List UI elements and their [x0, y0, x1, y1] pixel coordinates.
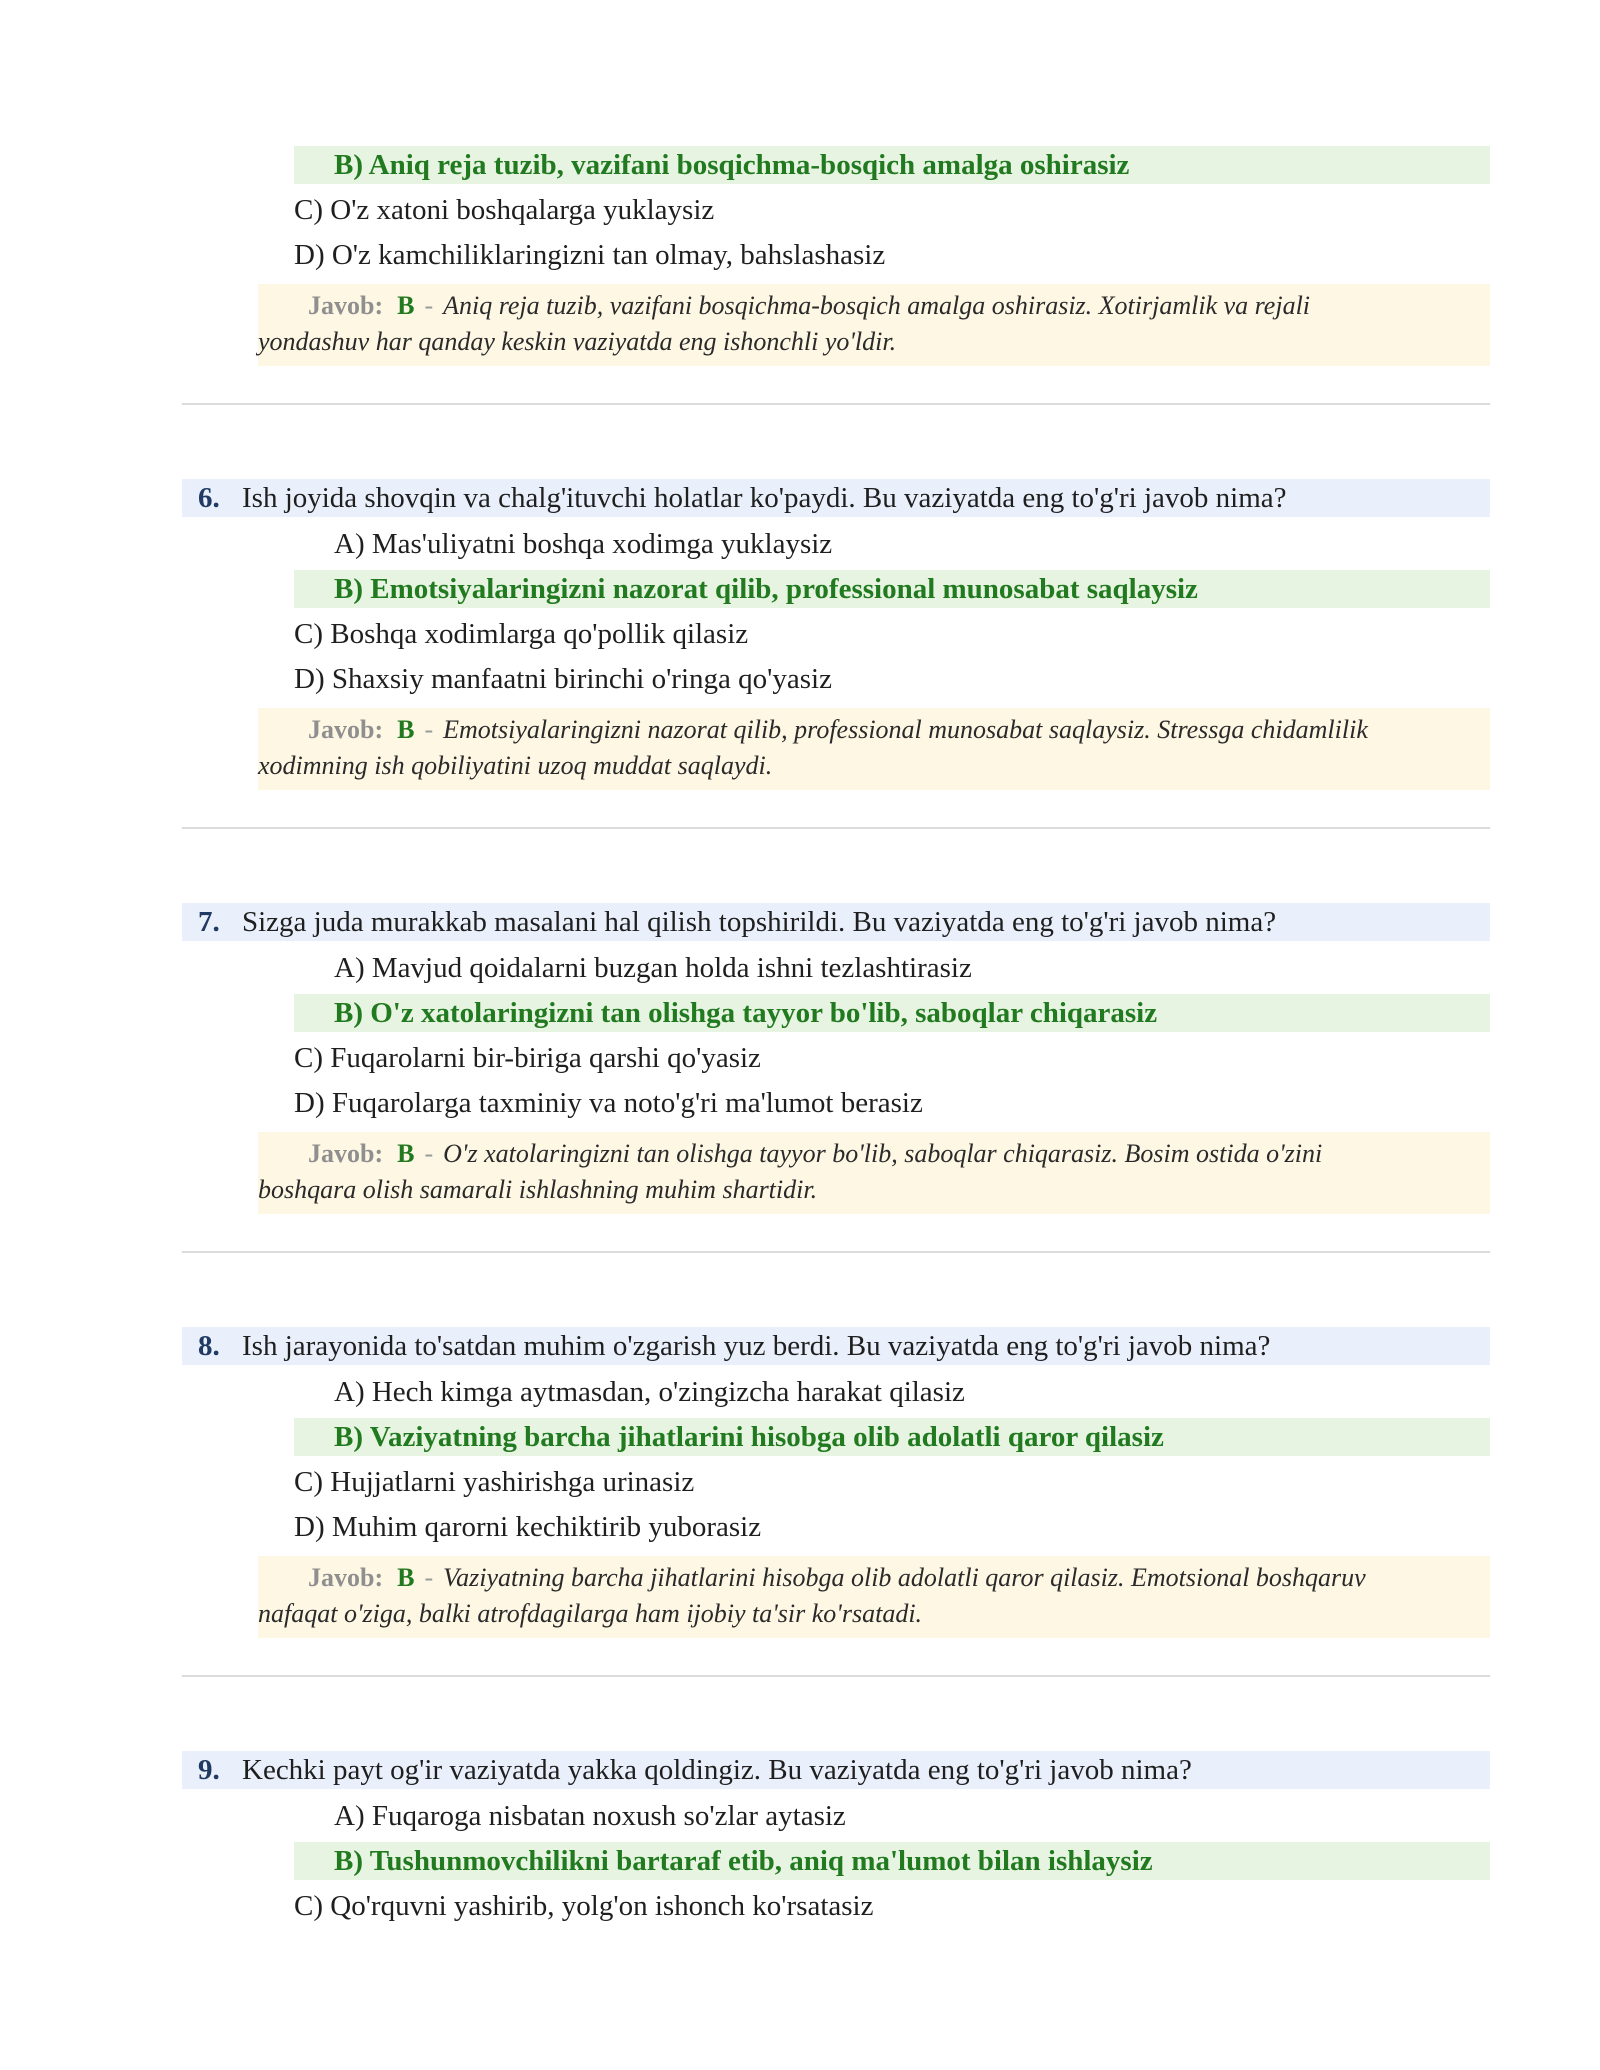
- question-text: Ish jarayonida to'satdan muhim o'zgarish yuz berdi. Bu vaziyatda eng to'g'ri javob nima?: [242, 1330, 1271, 1362]
- option-c: C) O'z xatoni boshqalarga yuklaysiz: [294, 194, 715, 226]
- question-text: Ish joyida shovqin va chalg'ituvchi holatlar ko'paydi. Bu vaziyatda eng to'g'ri javob nima?: [242, 482, 1287, 514]
- answer-label: Javob:: [308, 1139, 384, 1168]
- option-d: D) O'z kamchiliklaringizni tan olmay, bahslashasiz: [294, 239, 886, 271]
- answer-explanation: [258, 1132, 1490, 1214]
- question-8: [182, 1327, 1490, 1365]
- option-c: C) Hujjatlarni yashirishga urinasiz: [294, 1466, 695, 1498]
- answer-dash: -: [424, 1563, 434, 1592]
- answer-explanation: [258, 284, 1490, 366]
- divider: [182, 827, 1490, 829]
- divider: [182, 1251, 1490, 1253]
- question-number: 6.: [198, 482, 220, 514]
- answer-dash: -: [424, 1139, 434, 1168]
- divider: [182, 403, 1490, 405]
- answer-text-continued: xodimning ish qobiliyatini uzoq muddat saqlaydi.: [258, 751, 773, 780]
- answer-text-continued: nafaqat o'ziga, balki atrofdagilarga ham ijobiy ta'sir ko'rsatadi.: [258, 1599, 923, 1628]
- option-d: D) Shaxsiy manfaatni birinchi o'ringa qo'yasiz: [294, 663, 832, 695]
- answer-label: Javob:: [308, 715, 384, 744]
- answer-label: Javob:: [308, 291, 384, 320]
- question-number: 9.: [198, 1754, 220, 1786]
- answer-text: Emotsiyalaringizni nazorat qilib, professional munosabat saqlaysiz. Stressga chidamlilik: [443, 715, 1368, 744]
- answer-dash: -: [424, 715, 434, 744]
- answer-explanation: [258, 708, 1490, 790]
- question-text: Sizga juda murakkab masalani hal qilish topshirildi. Bu vaziyatda eng to'g'ri javob nima?: [242, 906, 1277, 938]
- question-number: 8.: [198, 1330, 220, 1362]
- option-b-correct: B) Tushunmovchilikni bartaraf etib, aniq ma'lumot bilan ishlaysiz: [294, 1842, 1490, 1880]
- option-d: D) Fuqarolarga taxminiy va noto'g'ri ma'lumot berasiz: [294, 1087, 923, 1119]
- option-a: A) Mas'uliyatni boshqa xodimga yuklaysiz: [334, 528, 833, 560]
- option-c: C) Boshqa xodimlarga qo'pollik qilasiz: [294, 618, 749, 650]
- answer-letter: B: [397, 1139, 415, 1168]
- answer-letter: B: [397, 291, 415, 320]
- option-c: C) Qo'rquvni yashirib, yolg'on ishonch ko'rsatasiz: [294, 1890, 874, 1922]
- answer-text-continued: boshqara olish samarali ishlashning muhim shartidir.: [258, 1175, 818, 1204]
- answer-label: Javob:: [308, 1563, 384, 1592]
- option-b-correct: B) Vaziyatning barcha jihatlarini hisobga olib adolatli qaror qilasiz: [294, 1418, 1490, 1456]
- option-c: C) Fuqarolarni bir-biriga qarshi qo'yasiz: [294, 1042, 761, 1074]
- option-a: A) Fuqaroga nisbatan noxush so'zlar aytasiz: [334, 1800, 846, 1832]
- question-7: [182, 903, 1490, 941]
- option-b-correct: B) Aniq reja tuzib, vazifani bosqichma-bosqich amalga oshirasiz: [294, 146, 1490, 184]
- answer-explanation: [258, 1556, 1490, 1638]
- question-6: [182, 479, 1490, 517]
- option-a: A) Hech kimga aytmasdan, o'zingizcha harakat qilasiz: [334, 1376, 965, 1408]
- divider: [182, 1675, 1490, 1677]
- question-text: Kechki payt og'ir vaziyatda yakka qoldingiz. Bu vaziyatda eng to'g'ri javob nima?: [242, 1754, 1192, 1786]
- answer-text: Vaziyatning barcha jihatlarini hisobga olib adolatli qaror qilasiz. Emotsional boshqaruv: [443, 1563, 1366, 1592]
- question-9: [182, 1751, 1490, 1789]
- answer-text: O'z xatolaringizni tan olishga tayyor bo'lib, saboqlar chiqarasiz. Bosim ostida o'zini: [443, 1139, 1323, 1168]
- option-b-correct: B) Emotsiyalaringizni nazorat qilib, professional munosabat saqlaysiz: [294, 570, 1490, 608]
- answer-letter: B: [397, 1563, 415, 1592]
- answer-text-continued: yondashuv har qanday keskin vaziyatda eng ishonchli yo'ldir.: [258, 327, 897, 356]
- option-a: A) Mavjud qoidalarni buzgan holda ishni tezlashtirasiz: [334, 952, 972, 984]
- option-d: D) Muhim qarorni kechiktirib yuborasiz: [294, 1511, 762, 1543]
- answer-text: Aniq reja tuzib, vazifani bosqichma-bosqich amalga oshirasiz. Xotirjamlik va rejali: [443, 291, 1311, 320]
- answer-letter: B: [397, 715, 415, 744]
- option-b-correct: B) O'z xatolaringizni tan olishga tayyor bo'lib, saboqlar chiqarasiz: [294, 994, 1490, 1032]
- answer-dash: -: [424, 291, 434, 320]
- question-number: 7.: [198, 906, 220, 938]
